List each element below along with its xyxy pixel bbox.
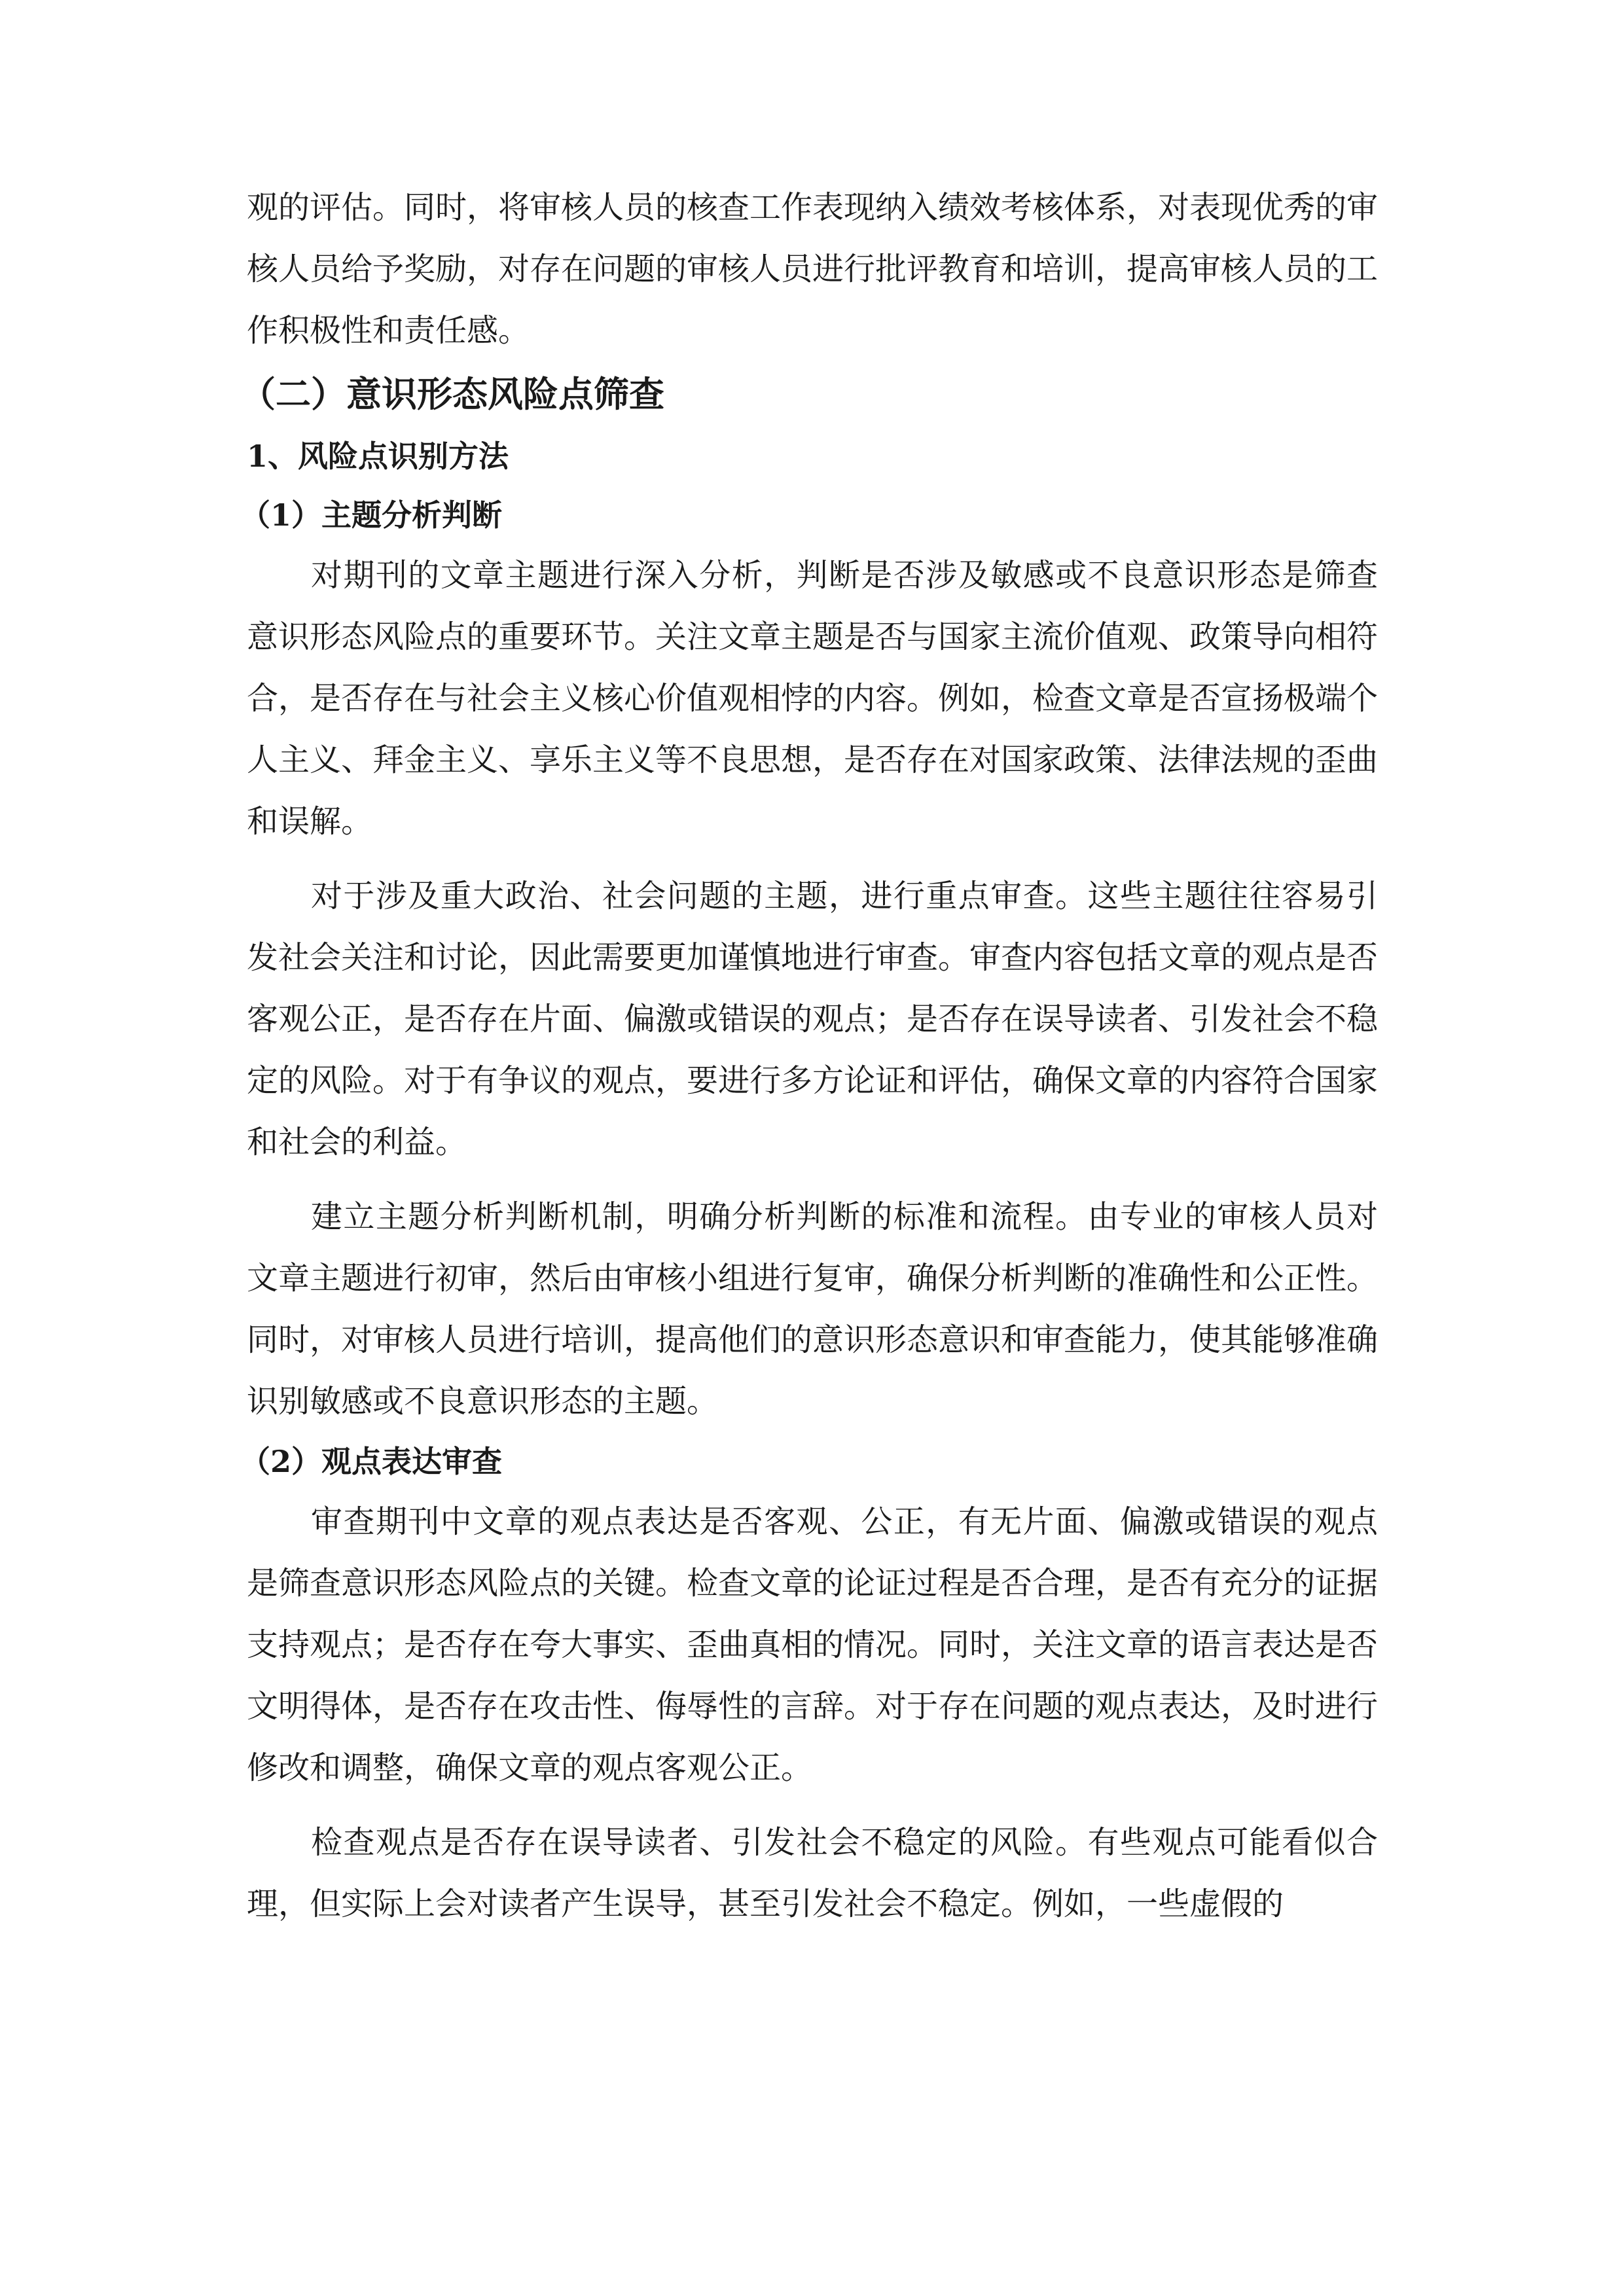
paragraph-performance-review: 观的评估。同时，将审核人员的核查工作表现纳入绩效考核体系，对表现优秀的审核人员给予奖励，对存在问题的审核人员进行批评教育和培训，提高审核人员的工作积极性和责任感。: [247, 189, 1379, 349]
section-heading-ideology-screening: （二）意识形态风险点筛查: [240, 373, 664, 415]
paragraph-theme-analysis-1: 对期刊的文章主题进行深入分析，判断是否涉及敏感或不良意识形态是筛查意识形态风险点的重要环节。关注文章主题是否与国家主流价值观、政策导向相符合，是否存在与社会主义核心价值观相悖的内容。例如，检查文章是否宣扬极端个人主义、拜金主义、享乐主义等不良思想，是否存在对国家政策、法律法规的歪曲和误解。: [247, 557, 1379, 840]
paragraph-theme-analysis-3: 建立主题分析判断机制，明确分析判断的标准和流程。由专业的审核人员对文章主题进行初审，然后由审核小组进行复审，确保分析判断的准确性和公正性。同时，对审核人员进行培训，提高他们的意识形态意识和审查能力，使其能够准确识别敏感或不良意识形态的主题。: [247, 1198, 1379, 1420]
paragraph-viewpoint-review-1: 审查期刊中文章的观点表达是否客观、公正，有无片面、偏激或错误的观点是筛查意识形态风险点的关键。检查文章的论证过程是否合理，是否有充分的证据支持观点；是否存在夸大事实、歪曲真相的情况。同时，关注文章的语言表达是否文明得体，是否存在攻击性、侮辱性的言辞。对于存在问题的观点表达，及时进行修改和调整，确保文章的观点客观公正。: [247, 1503, 1379, 1786]
item-heading-viewpoint-review: （2）观点表达审查: [240, 1444, 503, 1479]
subsection-heading-identification-methods: 1、风险点识别方法: [247, 439, 509, 474]
document-body: [240, 177, 1379, 1935]
paragraph-theme-analysis-2: 对于涉及重大政治、社会问题的主题，进行重点审查。这些主题往往容易引发社会关注和讨论，因此需要更加谨慎地进行审查。审查内容包括文章的观点是否客观公正，是否存在片面、偏激或错误的观点；是否存在误导读者、引发社会不稳定的风险。对于有争议的观点，要进行多方论证和评估，确保文章的内容符合国家和社会的利益。: [247, 878, 1379, 1160]
item-heading-theme-analysis: （1）主题分析判断: [240, 497, 503, 533]
paragraph-viewpoint-review-2: 检查观点是否存在误导读者、引发社会不稳定的风险。有些观点可能看似合理，但实际上会对读者产生误导，甚至引发社会不稳定。例如，一些虚假的: [247, 1824, 1378, 1922]
